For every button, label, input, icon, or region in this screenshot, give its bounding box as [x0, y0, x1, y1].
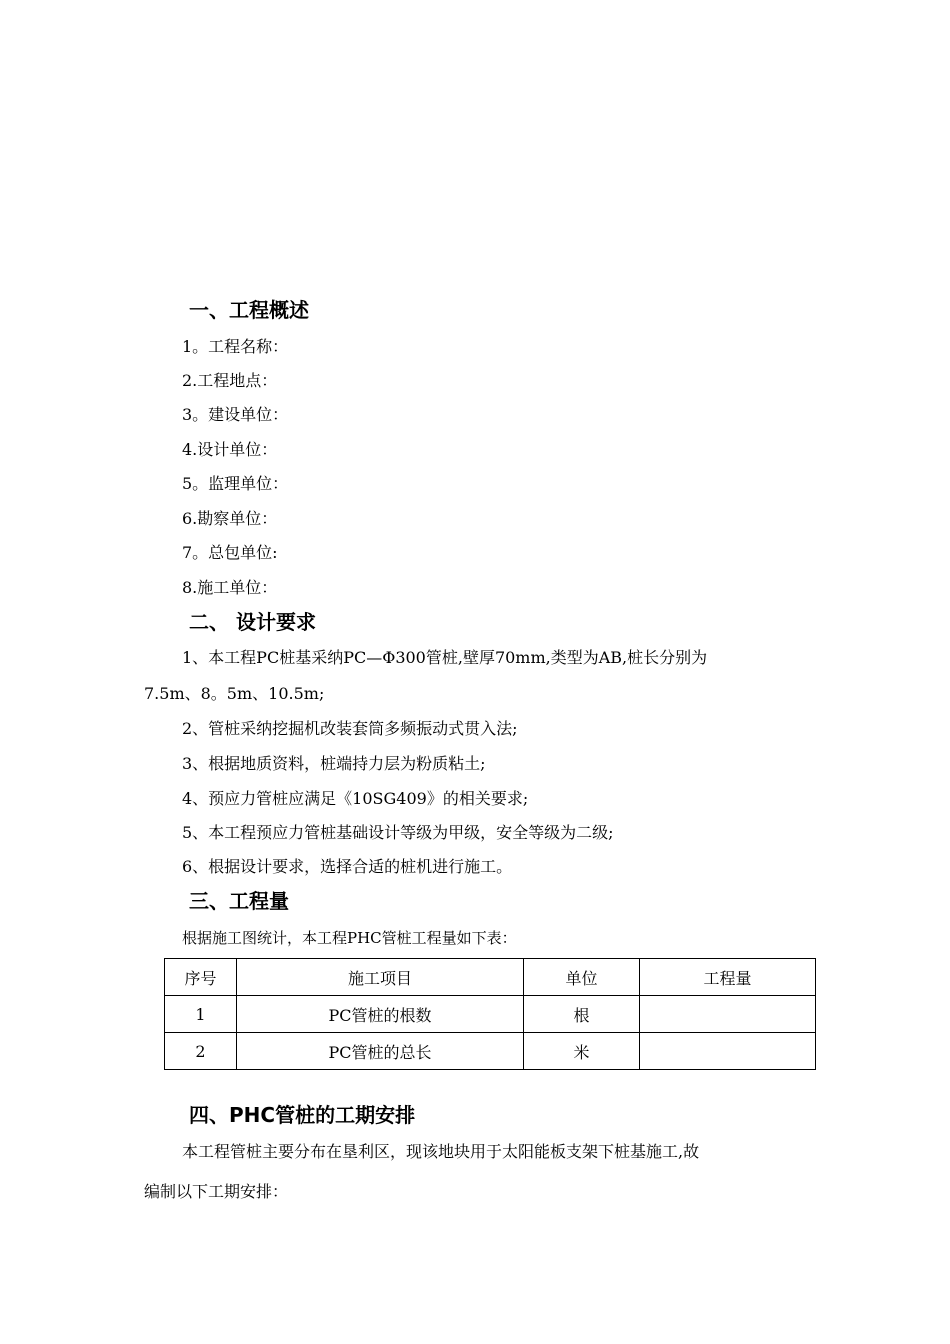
- section4-heading: 四、PHC管桩的工期安排: [189, 1103, 416, 1127]
- cell-quantity: [640, 1033, 816, 1070]
- schedule-line2: 编制以下工期安排：: [144, 1182, 289, 1201]
- schedule-line1: 本工程管桩主要分布在垦利区，现该地块用于太阳能板支架下桩基施工,故: [182, 1142, 700, 1161]
- cell-item: PC管桩的总长: [237, 1033, 524, 1070]
- table-row: [165, 996, 816, 1033]
- survey-unit-item: 6.勘察单位：: [182, 509, 278, 528]
- requirement-2: 2、管桩采纳挖掘机改装套筒多频振动式贯入法;: [182, 719, 518, 738]
- requirement-4: 4、预应力管桩应满足《10SG409》的相关要求;: [182, 789, 529, 808]
- section1-heading: 一、工程概述: [189, 298, 309, 322]
- project-location-item: 2.工程地点：: [182, 371, 278, 390]
- requirement-6: 6、根据设计要求，选择合适的桩机进行施工。: [182, 857, 513, 876]
- design-unit-item: 4.设计单位：: [182, 440, 278, 459]
- requirement-5: 5、本工程预应力管桩基础设计等级为甲级，安全等级为二级;: [182, 823, 614, 842]
- requirement-3: 3、根据地质资料，桩端持力层为粉质粘土;: [182, 754, 486, 773]
- construction-unit-item: 3。建设单位：: [182, 405, 289, 424]
- cell-index: 2: [165, 1033, 237, 1070]
- quantity-intro: 根据施工图统计，本工程PHC管桩工程量如下表：: [182, 929, 517, 947]
- project-name-item: 1。工程名称：: [182, 337, 289, 356]
- header-item: 施工项目: [237, 959, 524, 996]
- cell-unit: 米: [524, 1033, 640, 1070]
- header-index: 序号: [165, 959, 237, 996]
- header-unit: 单位: [524, 959, 640, 996]
- cell-quantity: [640, 996, 816, 1033]
- general-contractor-item: 7。总包单位:: [182, 543, 278, 562]
- cell-item: PC管桩的根数: [237, 996, 524, 1033]
- table-header-row: [165, 959, 816, 996]
- cell-unit: 根: [524, 996, 640, 1033]
- quantity-table: [164, 958, 816, 1070]
- header-quantity: 工程量: [640, 959, 816, 996]
- cell-index: 1: [165, 996, 237, 1033]
- requirement-1-line2: 7.5m、8。5m、10.5m;: [144, 684, 325, 703]
- table-row: [165, 1033, 816, 1070]
- builder-unit-item: 8.施工单位：: [182, 578, 278, 597]
- section2-heading: 二、 设计要求: [189, 610, 316, 634]
- requirement-1-line1: 1、本工程PC桩基采纳PC—Φ300管桩,壁厚70mm,类型为AB,桩长分别为: [182, 648, 708, 667]
- supervision-unit-item: 5。监理单位：: [182, 474, 289, 493]
- section3-heading: 三、工程量: [189, 889, 289, 913]
